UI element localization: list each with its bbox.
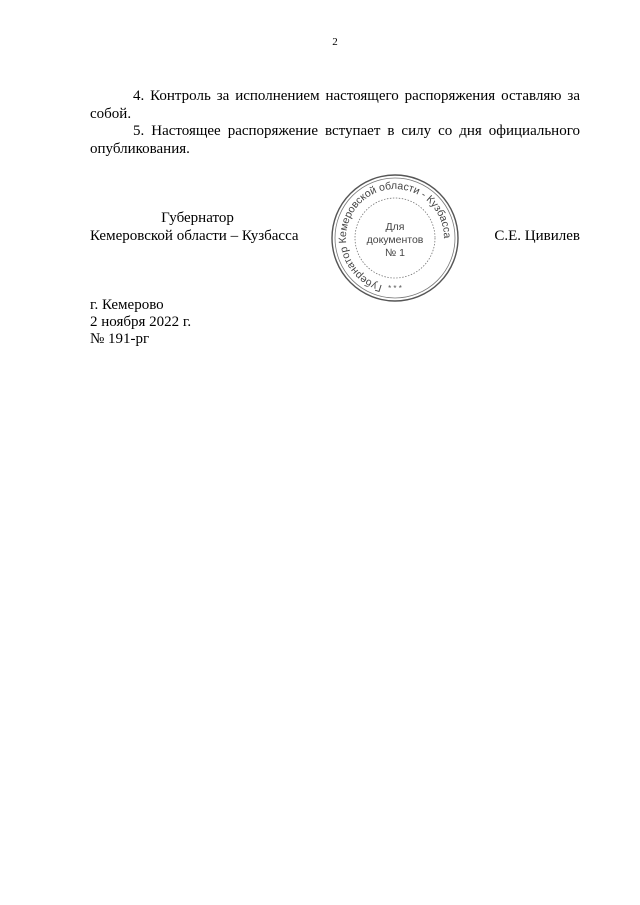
paragraph-4: 4. Контроль за исполнением настоящего распоряжения оставляю за собой.: [90, 88, 580, 122]
document-number: № 191-рг: [90, 331, 150, 347]
paragraph-5: 5. Настоящее распоряжение вступает в силу со дня официального опубликования.: [90, 123, 580, 157]
seal-stars: * * *: [388, 284, 402, 293]
document-date: 2 ноября 2022 г.: [90, 314, 192, 330]
seal-ring-text: Губернатор Кемеровской области - Кузбасса: [336, 179, 454, 294]
seal-center-line1: Для: [385, 221, 405, 233]
page-number: 2: [332, 36, 338, 48]
official-seal: [325, 168, 465, 308]
signatory-title: Губернатор: [161, 210, 234, 226]
signatory-region: Кемеровской области – Кузбасса: [90, 228, 299, 244]
city: г. Кемерово: [90, 297, 164, 313]
signatory-name: С.Е. Цивилев: [494, 228, 580, 244]
seal-center-line3: № 1: [384, 247, 406, 259]
seal-center-line2: документов: [366, 234, 424, 246]
